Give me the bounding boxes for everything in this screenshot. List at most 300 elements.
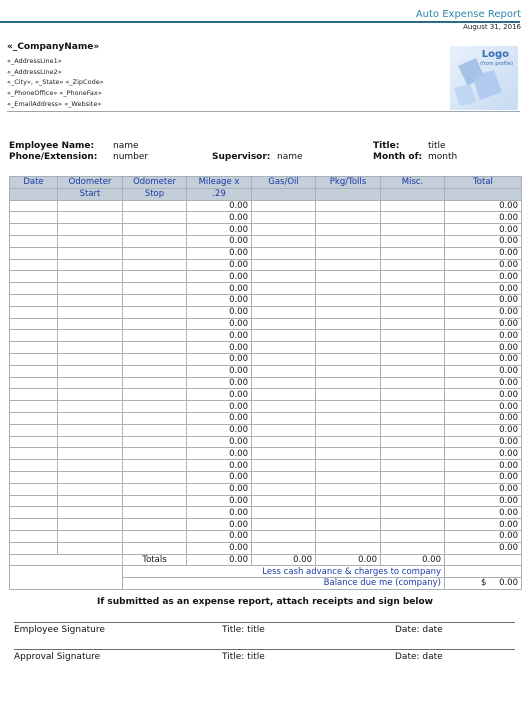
approval-date[interactable]: Date: date — [395, 652, 443, 662]
gas-oil-cell[interactable] — [252, 330, 316, 342]
odometer-start-cell[interactable] — [58, 342, 123, 354]
total-cell: 0.00 — [445, 530, 522, 542]
expense-row — [10, 212, 522, 224]
pkg-tolls-cell[interactable] — [316, 212, 381, 224]
misc-cell[interactable] — [381, 235, 445, 247]
date-cell[interactable] — [10, 365, 58, 377]
address-phone-fax: «_PhoneOffice» «_PhoneFax» — [7, 89, 102, 97]
date-cell[interactable] — [10, 530, 58, 542]
mileage-cell: 0.00 — [187, 530, 252, 542]
gas-oil-cell[interactable] — [252, 401, 316, 413]
date-cell[interactable] — [10, 353, 58, 365]
pkg-tolls-cell[interactable] — [316, 235, 381, 247]
col-odometer-stop-header: Odometer — [123, 177, 187, 189]
misc-cell[interactable] — [381, 401, 445, 413]
gas-oil-cell[interactable] — [252, 471, 316, 483]
odometer-start-cell[interactable] — [58, 224, 123, 236]
pkg-tolls-cell[interactable] — [316, 294, 381, 306]
mileage-cell: 0.00 — [187, 460, 252, 472]
odometer-stop-cell[interactable] — [123, 247, 187, 259]
odometer-start-cell[interactable] — [58, 412, 123, 424]
total-cell: 0.00 — [445, 424, 522, 436]
expense-row — [10, 401, 522, 413]
total-cell: 0.00 — [445, 483, 522, 495]
phone-extension-label: Phone/Extension: — [9, 152, 98, 162]
pkg-tolls-cell[interactable] — [316, 389, 381, 401]
approval-title[interactable]: Title: title — [222, 652, 265, 662]
date-cell[interactable] — [10, 224, 58, 236]
company-divider — [7, 111, 520, 112]
odometer-stop-cell[interactable] — [123, 530, 187, 542]
total-cell: 0.00 — [445, 330, 522, 342]
col-total-header: Total — [445, 177, 522, 189]
gas-oil-cell[interactable] — [252, 235, 316, 247]
odometer-stop-cell[interactable] — [123, 283, 187, 295]
misc-cell[interactable] — [381, 318, 445, 330]
date-cell[interactable] — [10, 377, 58, 389]
expense-row — [10, 507, 522, 519]
pkg-tolls-cell[interactable] — [316, 436, 381, 448]
odometer-start-cell[interactable] — [58, 530, 123, 542]
date-cell[interactable] — [10, 460, 58, 472]
date-cell[interactable] — [10, 306, 58, 318]
pkg-tolls-cell[interactable] — [316, 507, 381, 519]
header-row-2 — [10, 188, 522, 200]
odometer-stop-cell[interactable] — [123, 483, 187, 495]
date-cell[interactable] — [10, 389, 58, 401]
report-title: Auto Expense Report — [415, 9, 521, 20]
mileage-cell: 0.00 — [187, 495, 252, 507]
odometer-stop-cell[interactable] — [123, 507, 187, 519]
date-cell[interactable] — [10, 412, 58, 424]
gas-oil-cell[interactable] — [252, 542, 316, 554]
pkg-tolls-cell[interactable] — [316, 377, 381, 389]
misc-cell[interactable] — [381, 271, 445, 283]
odometer-stop-cell[interactable] — [123, 330, 187, 342]
header-row-1 — [10, 177, 522, 189]
address-email-website: «_EmailAddress» «_Website» — [7, 100, 102, 108]
total-pkg-tolls: 0.00 — [316, 554, 381, 566]
date-cell[interactable] — [10, 283, 58, 295]
odometer-stop-cell[interactable] — [123, 271, 187, 283]
date-cell[interactable] — [10, 200, 58, 212]
odometer-start-cell[interactable] — [58, 377, 123, 389]
odometer-stop-cell[interactable] — [123, 460, 187, 472]
gas-oil-cell[interactable] — [252, 212, 316, 224]
address-city-state-zip: «_City», «_State» «_ZipCode» — [7, 78, 104, 86]
total-cell: 0.00 — [445, 460, 522, 472]
misc-cell[interactable] — [381, 259, 445, 271]
odometer-start-cell[interactable] — [58, 389, 123, 401]
col-gas-oil-subheader — [252, 188, 316, 200]
odometer-stop-cell[interactable] — [123, 342, 187, 354]
mileage-cell: 0.00 — [187, 353, 252, 365]
misc-cell[interactable] — [381, 212, 445, 224]
odometer-start-cell[interactable] — [58, 471, 123, 483]
misc-cell[interactable] — [381, 471, 445, 483]
mileage-cell: 0.00 — [187, 224, 252, 236]
date-cell[interactable] — [10, 259, 58, 271]
gas-oil-cell[interactable] — [252, 365, 316, 377]
expense-row — [10, 318, 522, 330]
odometer-start-cell[interactable] — [58, 495, 123, 507]
mileage-cell: 0.00 — [187, 412, 252, 424]
misc-cell[interactable] — [381, 483, 445, 495]
misc-cell[interactable] — [381, 247, 445, 259]
odometer-start-cell[interactable] — [58, 483, 123, 495]
col-misc-subheader — [381, 188, 445, 200]
pkg-tolls-cell[interactable] — [316, 401, 381, 413]
odometer-start-cell[interactable] — [58, 318, 123, 330]
date-cell[interactable] — [10, 542, 58, 554]
misc-cell[interactable] — [381, 507, 445, 519]
col-total-subheader — [445, 188, 522, 200]
totals-label: Totals — [123, 554, 187, 566]
mileage-cell: 0.00 — [187, 318, 252, 330]
logo-label: Logo — [481, 49, 509, 60]
odometer-start-cell[interactable] — [58, 519, 123, 531]
gas-oil-cell[interactable] — [252, 412, 316, 424]
odometer-start-cell[interactable] — [58, 212, 123, 224]
mileage-cell: 0.00 — [187, 235, 252, 247]
expense-row — [10, 424, 522, 436]
col-odometer-start-header: Odometer — [58, 177, 123, 189]
gas-oil-cell[interactable] — [252, 460, 316, 472]
gas-oil-cell[interactable] — [252, 342, 316, 354]
col-gas-oil-header: Gas/Oil — [252, 177, 316, 189]
total-cell: 0.00 — [445, 377, 522, 389]
header-divider — [0, 21, 520, 23]
date-cell[interactable] — [10, 235, 58, 247]
expense-row — [10, 436, 522, 448]
odometer-start-cell[interactable] — [58, 365, 123, 377]
employee-date[interactable]: Date: date — [395, 625, 443, 635]
total-cell: 0.00 — [445, 412, 522, 424]
misc-cell[interactable] — [381, 519, 445, 531]
misc-cell[interactable] — [381, 542, 445, 554]
date-cell[interactable] — [10, 471, 58, 483]
date-cell[interactable] — [10, 424, 58, 436]
odometer-stop-cell[interactable] — [123, 353, 187, 365]
gas-oil-cell[interactable] — [252, 519, 316, 531]
odometer-stop-cell[interactable] — [123, 519, 187, 531]
supervisor-value[interactable]: name — [277, 152, 303, 162]
odometer-start-cell[interactable] — [58, 353, 123, 365]
expense-row — [10, 448, 522, 460]
odometer-stop-cell[interactable] — [123, 212, 187, 224]
total-cell: 0.00 — [445, 365, 522, 377]
misc-cell[interactable] — [381, 353, 445, 365]
expense-row — [10, 235, 522, 247]
col-mileage-rate-subheader: .29 — [187, 188, 252, 200]
total-cell: 0.00 — [445, 212, 522, 224]
total-cell: 0.00 — [445, 306, 522, 318]
misc-cell[interactable] — [381, 448, 445, 460]
mileage-cell: 0.00 — [187, 424, 252, 436]
mileage-cell: 0.00 — [187, 271, 252, 283]
date-cell[interactable] — [10, 247, 58, 259]
misc-cell[interactable] — [381, 306, 445, 318]
total-cell: 0.00 — [445, 507, 522, 519]
gas-oil-cell[interactable] — [252, 318, 316, 330]
mileage-cell: 0.00 — [187, 294, 252, 306]
address-line-2: «_AddressLine2» — [7, 68, 62, 76]
odometer-start-cell[interactable] — [58, 401, 123, 413]
misc-cell[interactable] — [381, 365, 445, 377]
pkg-tolls-cell[interactable] — [316, 271, 381, 283]
mileage-cell: 0.00 — [187, 448, 252, 460]
odometer-stop-cell[interactable] — [123, 424, 187, 436]
mileage-cell: 0.00 — [187, 519, 252, 531]
expense-row — [10, 412, 522, 424]
gas-oil-cell[interactable] — [252, 271, 316, 283]
pkg-tolls-cell[interactable] — [316, 542, 381, 554]
employee-name-value[interactable]: name — [113, 141, 139, 151]
gas-oil-cell[interactable] — [252, 530, 316, 542]
odometer-stop-cell[interactable] — [123, 448, 187, 460]
expense-row — [10, 495, 522, 507]
gas-oil-cell[interactable] — [252, 224, 316, 236]
misc-cell[interactable] — [381, 389, 445, 401]
expense-row — [10, 542, 522, 554]
total-cell: 0.00 — [445, 542, 522, 554]
total-misc: 0.00 — [381, 554, 445, 566]
mileage-cell: 0.00 — [187, 471, 252, 483]
supervisor-label: Supervisor: — [212, 152, 271, 162]
approval-signature-line — [14, 649, 515, 650]
odometer-start-cell[interactable] — [58, 200, 123, 212]
pkg-tolls-cell[interactable] — [316, 342, 381, 354]
total-cell: 0.00 — [445, 389, 522, 401]
date-cell[interactable] — [10, 483, 58, 495]
expense-row — [10, 259, 522, 271]
misc-cell[interactable] — [381, 424, 445, 436]
pkg-tolls-cell[interactable] — [316, 471, 381, 483]
odometer-stop-cell[interactable] — [123, 471, 187, 483]
odometer-stop-cell[interactable] — [123, 542, 187, 554]
gas-oil-cell[interactable] — [252, 495, 316, 507]
expense-row — [10, 247, 522, 259]
date-cell[interactable] — [10, 436, 58, 448]
misc-cell[interactable] — [381, 283, 445, 295]
odometer-stop-cell[interactable] — [123, 412, 187, 424]
gas-oil-cell[interactable] — [252, 436, 316, 448]
date-cell[interactable] — [10, 294, 58, 306]
total-cell: 0.00 — [445, 318, 522, 330]
total-cell: 0.00 — [445, 271, 522, 283]
odometer-start-cell[interactable] — [58, 542, 123, 554]
total-gas-oil: 0.00 — [252, 554, 316, 566]
odometer-stop-cell[interactable] — [123, 259, 187, 271]
approval-signature-label[interactable]: Approval Signature — [14, 652, 101, 662]
totals-row — [10, 554, 522, 566]
gas-oil-cell[interactable] — [252, 483, 316, 495]
date-cell[interactable] — [10, 507, 58, 519]
date-cell[interactable] — [10, 448, 58, 460]
gas-oil-cell[interactable] — [252, 353, 316, 365]
gas-oil-cell[interactable] — [252, 377, 316, 389]
report-date: August 31, 2016 — [463, 23, 521, 31]
date-cell[interactable] — [10, 401, 58, 413]
col-odometer-start-subheader: Start — [58, 188, 123, 200]
odometer-stop-cell[interactable] — [123, 235, 187, 247]
employee-title[interactable]: Title: title — [222, 625, 265, 635]
less-cash-value[interactable] — [445, 566, 522, 578]
title-value[interactable]: title — [428, 141, 446, 151]
gas-oil-cell[interactable] — [252, 306, 316, 318]
odometer-stop-cell[interactable] — [123, 306, 187, 318]
misc-cell[interactable] — [381, 412, 445, 424]
pkg-tolls-cell[interactable] — [316, 353, 381, 365]
employee-name-label: Employee Name: — [9, 141, 95, 151]
total-cell: 0.00 — [445, 259, 522, 271]
gas-oil-cell[interactable] — [252, 507, 316, 519]
date-cell[interactable] — [10, 342, 58, 354]
date-cell[interactable] — [10, 519, 58, 531]
pkg-tolls-cell[interactable] — [316, 306, 381, 318]
odometer-stop-cell[interactable] — [123, 436, 187, 448]
pkg-tolls-cell[interactable] — [316, 259, 381, 271]
total-cell: 0.00 — [445, 294, 522, 306]
odometer-start-cell[interactable] — [58, 283, 123, 295]
pkg-tolls-cell[interactable] — [316, 200, 381, 212]
title-label: Title: — [373, 141, 400, 151]
col-pkg-tolls-header: Pkg/Tolls — [316, 177, 381, 189]
odometer-stop-cell[interactable] — [123, 224, 187, 236]
expense-row — [10, 365, 522, 377]
odometer-stop-cell[interactable] — [123, 377, 187, 389]
date-cell[interactable] — [10, 271, 58, 283]
expense-row — [10, 471, 522, 483]
submission-instruction: If submitted as an expense report, attach receipts and sign below — [97, 597, 433, 607]
total-cell: 0.00 — [445, 471, 522, 483]
mileage-cell: 0.00 — [187, 342, 252, 354]
odometer-stop-cell[interactable] — [123, 294, 187, 306]
gas-oil-cell[interactable] — [252, 283, 316, 295]
misc-cell[interactable] — [381, 530, 445, 542]
gas-oil-cell[interactable] — [252, 294, 316, 306]
pkg-tolls-cell[interactable] — [316, 412, 381, 424]
odometer-start-cell[interactable] — [58, 259, 123, 271]
odometer-start-cell[interactable] — [58, 424, 123, 436]
misc-cell[interactable] — [381, 330, 445, 342]
misc-cell[interactable] — [381, 436, 445, 448]
mileage-cell: 0.00 — [187, 483, 252, 495]
mileage-cell: 0.00 — [187, 377, 252, 389]
mileage-cell: 0.00 — [187, 330, 252, 342]
gas-oil-cell[interactable] — [252, 389, 316, 401]
odometer-stop-cell[interactable] — [123, 365, 187, 377]
mileage-cell: 0.00 — [187, 212, 252, 224]
phone-extension-value[interactable]: number — [113, 152, 149, 162]
pkg-tolls-cell[interactable] — [316, 224, 381, 236]
expense-row — [10, 224, 522, 236]
pkg-tolls-cell[interactable] — [316, 519, 381, 531]
expense-row — [10, 519, 522, 531]
col-date-header: Date — [10, 177, 58, 189]
expense-row — [10, 283, 522, 295]
misc-cell[interactable] — [381, 294, 445, 306]
pkg-tolls-cell[interactable] — [316, 247, 381, 259]
odometer-start-cell[interactable] — [58, 330, 123, 342]
date-cell[interactable] — [10, 318, 58, 330]
misc-cell[interactable] — [381, 377, 445, 389]
pkg-tolls-cell[interactable] — [316, 448, 381, 460]
misc-cell[interactable] — [381, 342, 445, 354]
mileage-cell: 0.00 — [187, 389, 252, 401]
less-cash-row — [10, 566, 522, 578]
odometer-stop-cell[interactable] — [123, 389, 187, 401]
misc-cell[interactable] — [381, 200, 445, 212]
balance-cell — [445, 578, 522, 590]
col-misc-header: Misc. — [381, 177, 445, 189]
odometer-start-cell[interactable] — [58, 436, 123, 448]
pkg-tolls-cell[interactable] — [316, 460, 381, 472]
misc-cell[interactable] — [381, 460, 445, 472]
odometer-stop-cell[interactable] — [123, 200, 187, 212]
pkg-tolls-cell[interactable] — [316, 424, 381, 436]
misc-cell[interactable] — [381, 495, 445, 507]
pkg-tolls-cell[interactable] — [316, 483, 381, 495]
pkg-tolls-cell[interactable] — [316, 530, 381, 542]
month-value[interactable]: month — [428, 152, 458, 162]
gas-oil-cell[interactable] — [252, 424, 316, 436]
pkg-tolls-cell[interactable] — [316, 318, 381, 330]
odometer-start-cell[interactable] — [58, 460, 123, 472]
gas-oil-cell[interactable] — [252, 200, 316, 212]
misc-cell[interactable] — [381, 224, 445, 236]
date-cell[interactable] — [10, 330, 58, 342]
total-cell: 0.00 — [445, 224, 522, 236]
mileage-cell: 0.00 — [187, 259, 252, 271]
odometer-stop-cell[interactable] — [123, 318, 187, 330]
pkg-tolls-cell[interactable] — [316, 495, 381, 507]
odometer-stop-cell[interactable] — [123, 495, 187, 507]
total-cell: 0.00 — [445, 200, 522, 212]
pkg-tolls-cell[interactable] — [316, 330, 381, 342]
odometer-start-cell[interactable] — [58, 247, 123, 259]
mileage-cell: 0.00 — [187, 507, 252, 519]
pkg-tolls-cell[interactable] — [316, 365, 381, 377]
less-cash-label: Less cash advance & charges to company — [123, 566, 445, 578]
odometer-start-cell[interactable] — [58, 448, 123, 460]
total-cell: 0.00 — [445, 519, 522, 531]
expense-row — [10, 200, 522, 212]
odometer-start-cell[interactable] — [58, 271, 123, 283]
col-odometer-stop-subheader: Stop — [123, 188, 187, 200]
date-cell[interactable] — [10, 212, 58, 224]
total-cell: 0.00 — [445, 353, 522, 365]
date-cell[interactable] — [10, 495, 58, 507]
odometer-start-cell[interactable] — [58, 235, 123, 247]
expense-row — [10, 330, 522, 342]
pkg-tolls-cell[interactable] — [316, 283, 381, 295]
odometer-start-cell[interactable] — [58, 306, 123, 318]
employee-signature-label[interactable]: Employee Signature — [14, 625, 105, 635]
employee-signature-line — [14, 622, 515, 623]
odometer-start-cell[interactable] — [58, 507, 123, 519]
gas-oil-cell[interactable] — [252, 259, 316, 271]
expense-row — [10, 483, 522, 495]
logo-sublabel: (from profile) — [480, 61, 513, 67]
odometer-stop-cell[interactable] — [123, 401, 187, 413]
odometer-start-cell[interactable] — [58, 294, 123, 306]
mileage-cell: 0.00 — [187, 542, 252, 554]
gas-oil-cell[interactable] — [252, 448, 316, 460]
expense-row — [10, 294, 522, 306]
mileage-cell: 0.00 — [187, 247, 252, 259]
gas-oil-cell[interactable] — [252, 247, 316, 259]
